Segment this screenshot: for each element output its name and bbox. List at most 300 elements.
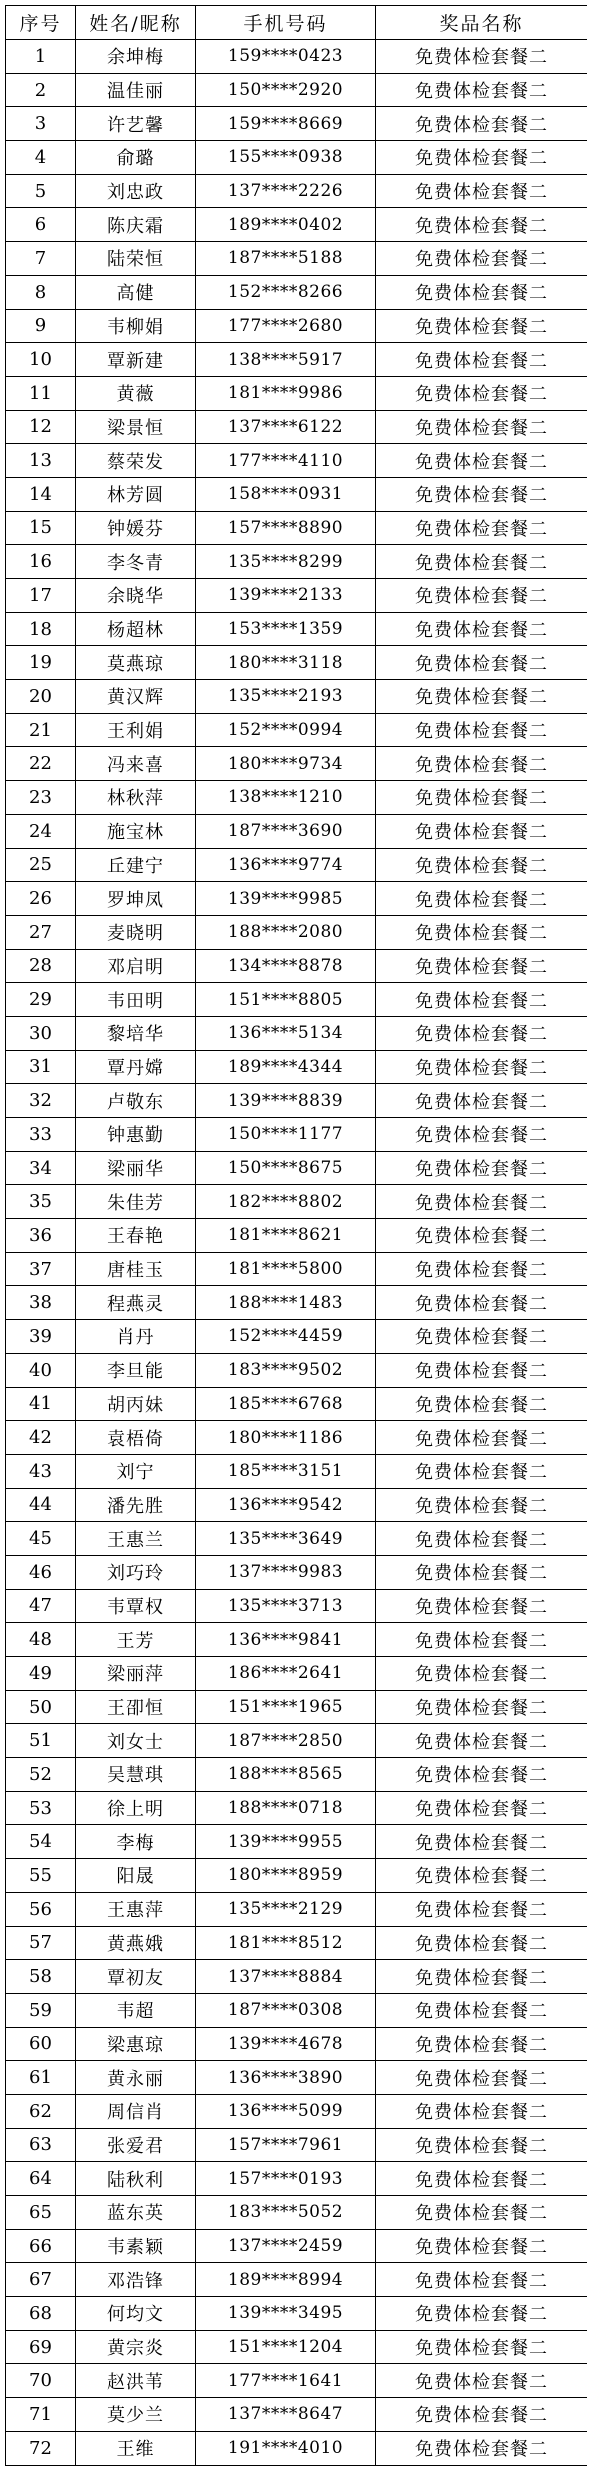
phone-number: 180****8959 xyxy=(196,1859,376,1893)
winner-name: 俞璐 xyxy=(76,141,196,175)
prize-name: 免费体检套餐二 xyxy=(376,2398,588,2432)
winner-name: 何均文 xyxy=(76,2297,196,2331)
row-number: 14 xyxy=(6,477,76,511)
phone-number: 137****2226 xyxy=(196,174,376,208)
row-number: 39 xyxy=(6,1320,76,1354)
table-row xyxy=(6,2094,588,2128)
phone-number: 139****4678 xyxy=(196,2027,376,2061)
prize-name: 免费体检套餐二 xyxy=(376,477,588,511)
prize-name: 免费体检套餐二 xyxy=(376,713,588,747)
row-number: 58 xyxy=(6,1960,76,1994)
winner-name: 蔡荣发 xyxy=(76,444,196,478)
phone-number: 183****9502 xyxy=(196,1353,376,1387)
table-row xyxy=(6,242,588,276)
table-row xyxy=(6,1522,588,1556)
table-row xyxy=(6,1320,588,1354)
phone-number: 159****8669 xyxy=(196,107,376,141)
prize-name: 免费体检套餐二 xyxy=(376,1252,588,1286)
prize-name: 免费体检套餐二 xyxy=(376,646,588,680)
prize-name: 免费体检套餐二 xyxy=(376,376,588,410)
prize-name: 免费体检套餐二 xyxy=(376,1825,588,1859)
winner-name: 林秋萍 xyxy=(76,781,196,815)
table-row xyxy=(6,1016,588,1050)
phone-number: 181****8512 xyxy=(196,1926,376,1960)
row-number: 2 xyxy=(6,73,76,107)
row-number: 69 xyxy=(6,2330,76,2364)
prize-name: 免费体检套餐二 xyxy=(376,882,588,916)
winner-name: 施宝林 xyxy=(76,814,196,848)
table-row xyxy=(6,1488,588,1522)
prize-name: 免费体检套餐二 xyxy=(376,747,588,781)
phone-number: 139****9985 xyxy=(196,882,376,916)
winner-name: 黄宗炎 xyxy=(76,2330,196,2364)
phone-number: 150****8675 xyxy=(196,1151,376,1185)
table-row xyxy=(6,814,588,848)
table-row xyxy=(6,2364,588,2398)
table-row xyxy=(6,1050,588,1084)
winner-name: 韦柳娟 xyxy=(76,309,196,343)
row-number: 70 xyxy=(6,2364,76,2398)
winner-name: 陈庆霜 xyxy=(76,208,196,242)
prize-name: 免费体检套餐二 xyxy=(376,511,588,545)
prize-name: 免费体检套餐二 xyxy=(376,343,588,377)
table-row xyxy=(6,646,588,680)
table-row xyxy=(6,949,588,983)
prize-name: 免费体检套餐二 xyxy=(376,1690,588,1724)
phone-number: 157****7961 xyxy=(196,2128,376,2162)
table-row xyxy=(6,915,588,949)
row-number: 59 xyxy=(6,1993,76,2027)
winner-name: 李梅 xyxy=(76,1825,196,1859)
prize-name: 免费体检套餐二 xyxy=(376,1960,588,1994)
phone-number: 159****0423 xyxy=(196,40,376,74)
table-row xyxy=(6,1589,588,1623)
phone-number: 136****3890 xyxy=(196,2061,376,2095)
winner-name: 王芳 xyxy=(76,1623,196,1657)
table-row xyxy=(6,1084,588,1118)
row-number: 6 xyxy=(6,208,76,242)
table-row xyxy=(6,1623,588,1657)
table-row xyxy=(6,983,588,1017)
winner-name: 阳晟 xyxy=(76,1859,196,1893)
winners-table xyxy=(5,5,587,2466)
phone-number: 187****0308 xyxy=(196,1993,376,2027)
table-row xyxy=(6,2027,588,2061)
winner-name: 莫少兰 xyxy=(76,2398,196,2432)
prize-name: 免费体检套餐二 xyxy=(376,2162,588,2196)
winner-name: 温佳丽 xyxy=(76,73,196,107)
prize-name: 免费体检套餐二 xyxy=(376,814,588,848)
table-row xyxy=(6,2162,588,2196)
winner-name: 刘忠政 xyxy=(76,174,196,208)
phone-number: 139****3495 xyxy=(196,2297,376,2331)
prize-name: 免费体检套餐二 xyxy=(376,1185,588,1219)
phone-number: 150****1177 xyxy=(196,1118,376,1152)
row-number: 10 xyxy=(6,343,76,377)
winner-name: 黎培华 xyxy=(76,1016,196,1050)
winner-name: 韦覃权 xyxy=(76,1589,196,1623)
row-number: 44 xyxy=(6,1488,76,1522)
phone-number: 151****1204 xyxy=(196,2330,376,2364)
table-body xyxy=(6,40,588,2466)
winner-name: 余晓华 xyxy=(76,579,196,613)
winner-name: 刘女士 xyxy=(76,1724,196,1758)
prize-name: 免费体检套餐二 xyxy=(376,2263,588,2297)
prize-name: 免费体检套餐二 xyxy=(376,1387,588,1421)
prize-name: 免费体检套餐二 xyxy=(376,174,588,208)
table-row xyxy=(6,73,588,107)
phone-number: 136****9841 xyxy=(196,1623,376,1657)
phone-number: 136****9774 xyxy=(196,848,376,882)
prize-name: 免费体检套餐二 xyxy=(376,1016,588,1050)
prize-name: 免费体检套餐二 xyxy=(376,73,588,107)
row-number: 52 xyxy=(6,1758,76,1792)
winner-name: 王卲恒 xyxy=(76,1690,196,1724)
table-row xyxy=(6,343,588,377)
winner-name: 周信肖 xyxy=(76,2094,196,2128)
table-row xyxy=(6,2398,588,2432)
winner-name: 覃丹嫦 xyxy=(76,1050,196,1084)
row-number: 18 xyxy=(6,612,76,646)
row-number: 61 xyxy=(6,2061,76,2095)
phone-number: 150****2920 xyxy=(196,73,376,107)
winner-name: 刘宁 xyxy=(76,1454,196,1488)
row-number: 67 xyxy=(6,2263,76,2297)
row-number: 60 xyxy=(6,2027,76,2061)
winner-name: 罗坤凤 xyxy=(76,882,196,916)
phone-number: 138****5917 xyxy=(196,343,376,377)
prize-name: 免费体检套餐二 xyxy=(376,208,588,242)
table-row xyxy=(6,2330,588,2364)
table-row xyxy=(6,2431,588,2465)
winner-name: 王惠萍 xyxy=(76,1892,196,1926)
table-row xyxy=(6,477,588,511)
phone-number: 181****5800 xyxy=(196,1252,376,1286)
table-row xyxy=(6,848,588,882)
prize-name: 免费体检套餐二 xyxy=(376,40,588,74)
row-number: 11 xyxy=(6,376,76,410)
prize-name: 免费体检套餐二 xyxy=(376,242,588,276)
table-row xyxy=(6,2061,588,2095)
prize-name: 免费体检套餐二 xyxy=(376,1522,588,1556)
phone-number: 177****2680 xyxy=(196,309,376,343)
row-number: 62 xyxy=(6,2094,76,2128)
row-number: 31 xyxy=(6,1050,76,1084)
prize-name: 免费体检套餐二 xyxy=(376,1926,588,1960)
winner-name: 覃初友 xyxy=(76,1960,196,1994)
prize-name: 免费体检套餐二 xyxy=(376,579,588,613)
prize-name: 免费体检套餐二 xyxy=(376,781,588,815)
prize-name: 免费体检套餐二 xyxy=(376,2229,588,2263)
table-row xyxy=(6,713,588,747)
row-number: 21 xyxy=(6,713,76,747)
row-number: 49 xyxy=(6,1657,76,1691)
prize-name: 免费体检套餐二 xyxy=(376,1421,588,1455)
row-number: 38 xyxy=(6,1286,76,1320)
phone-number: 152****0994 xyxy=(196,713,376,747)
prize-name: 免费体检套餐二 xyxy=(376,949,588,983)
row-number: 3 xyxy=(6,107,76,141)
row-number: 41 xyxy=(6,1387,76,1421)
phone-number: 188****2080 xyxy=(196,915,376,949)
phone-number: 137****8647 xyxy=(196,2398,376,2432)
prize-name: 免费体检套餐二 xyxy=(376,1219,588,1253)
table-row xyxy=(6,1353,588,1387)
winner-name: 钟惠勤 xyxy=(76,1118,196,1152)
row-number: 7 xyxy=(6,242,76,276)
phone-number: 188****1483 xyxy=(196,1286,376,1320)
prize-name: 免费体检套餐二 xyxy=(376,2330,588,2364)
winner-name: 邓启明 xyxy=(76,949,196,983)
phone-number: 152****8266 xyxy=(196,275,376,309)
phone-number: 158****0931 xyxy=(196,477,376,511)
phone-number: 181****9986 xyxy=(196,376,376,410)
table-row xyxy=(6,2128,588,2162)
row-number: 4 xyxy=(6,141,76,175)
winner-name: 陆荣恒 xyxy=(76,242,196,276)
table-row xyxy=(6,1859,588,1893)
row-number: 29 xyxy=(6,983,76,1017)
winner-name: 余坤梅 xyxy=(76,40,196,74)
row-number: 15 xyxy=(6,511,76,545)
phone-number: 185****3151 xyxy=(196,1454,376,1488)
header-no: 序号 xyxy=(6,6,76,40)
row-number: 9 xyxy=(6,309,76,343)
prize-name: 免费体检套餐二 xyxy=(376,1320,588,1354)
phone-number: 182****8802 xyxy=(196,1185,376,1219)
prize-name: 免费体检套餐二 xyxy=(376,1118,588,1152)
phone-number: 189****4344 xyxy=(196,1050,376,1084)
winner-name: 丘建宁 xyxy=(76,848,196,882)
table-row xyxy=(6,1118,588,1152)
winner-name: 梁景恒 xyxy=(76,410,196,444)
prize-name: 免费体检套餐二 xyxy=(376,107,588,141)
winner-name: 梁惠琼 xyxy=(76,2027,196,2061)
table-row xyxy=(6,545,588,579)
winner-name: 张爱君 xyxy=(76,2128,196,2162)
row-number: 51 xyxy=(6,1724,76,1758)
winner-name: 黄汉辉 xyxy=(76,680,196,714)
prize-name: 免费体检套餐二 xyxy=(376,2431,588,2465)
phone-number: 152****4459 xyxy=(196,1320,376,1354)
phone-number: 137****6122 xyxy=(196,410,376,444)
row-number: 71 xyxy=(6,2398,76,2432)
prize-name: 免费体检套餐二 xyxy=(376,309,588,343)
table-row xyxy=(6,1421,588,1455)
phone-number: 188****8565 xyxy=(196,1758,376,1792)
row-number: 32 xyxy=(6,1084,76,1118)
prize-name: 免费体检套餐二 xyxy=(376,141,588,175)
phone-number: 151****8805 xyxy=(196,983,376,1017)
winner-name: 韦超 xyxy=(76,1993,196,2027)
prize-name: 免费体检套餐二 xyxy=(376,680,588,714)
phone-number: 187****3690 xyxy=(196,814,376,848)
table-row xyxy=(6,376,588,410)
header-name: 姓名/昵称 xyxy=(76,6,196,40)
phone-number: 189****8994 xyxy=(196,2263,376,2297)
row-number: 63 xyxy=(6,2128,76,2162)
phone-number: 157****0193 xyxy=(196,2162,376,2196)
winner-name: 胡丙妹 xyxy=(76,1387,196,1421)
row-number: 57 xyxy=(6,1926,76,1960)
row-number: 64 xyxy=(6,2162,76,2196)
table-row xyxy=(6,1960,588,1994)
phone-number: 185****6768 xyxy=(196,1387,376,1421)
table-row xyxy=(6,882,588,916)
row-number: 40 xyxy=(6,1353,76,1387)
prize-name: 免费体检套餐二 xyxy=(376,1084,588,1118)
phone-number: 180****3118 xyxy=(196,646,376,680)
phone-number: 137****8884 xyxy=(196,1960,376,1994)
prize-name: 免费体检套餐二 xyxy=(376,1859,588,1893)
row-number: 28 xyxy=(6,949,76,983)
table-row xyxy=(6,1286,588,1320)
winner-name: 麦晓明 xyxy=(76,915,196,949)
phone-number: 180****9734 xyxy=(196,747,376,781)
table-row xyxy=(6,612,588,646)
winner-name: 唐桂玉 xyxy=(76,1252,196,1286)
table-row xyxy=(6,410,588,444)
prize-name: 免费体检套餐二 xyxy=(376,2196,588,2230)
row-number: 47 xyxy=(6,1589,76,1623)
prize-name: 免费体检套餐二 xyxy=(376,1993,588,2027)
winner-name: 冯来喜 xyxy=(76,747,196,781)
prize-name: 免费体检套餐二 xyxy=(376,915,588,949)
prize-name: 免费体检套餐二 xyxy=(376,545,588,579)
prize-name: 免费体检套餐二 xyxy=(376,444,588,478)
phone-number: 186****2641 xyxy=(196,1657,376,1691)
row-number: 50 xyxy=(6,1690,76,1724)
prize-name: 免费体检套餐二 xyxy=(376,275,588,309)
winner-name: 黄燕娥 xyxy=(76,1926,196,1960)
winner-name: 吴慧琪 xyxy=(76,1758,196,1792)
phone-number: 136****9542 xyxy=(196,1488,376,1522)
winners-sheet xyxy=(5,5,587,2470)
phone-number: 135****8299 xyxy=(196,545,376,579)
prize-name: 免费体检套餐二 xyxy=(376,410,588,444)
row-number: 13 xyxy=(6,444,76,478)
table-row xyxy=(6,2196,588,2230)
table-row xyxy=(6,444,588,478)
row-number: 19 xyxy=(6,646,76,680)
winner-name: 莫燕琼 xyxy=(76,646,196,680)
phone-number: 183****5052 xyxy=(196,2196,376,2230)
prize-name: 免费体检套餐二 xyxy=(376,2094,588,2128)
prize-name: 免费体检套餐二 xyxy=(376,1724,588,1758)
phone-number: 153****1359 xyxy=(196,612,376,646)
table-row xyxy=(6,1892,588,1926)
row-number: 1 xyxy=(6,40,76,74)
prize-name: 免费体检套餐二 xyxy=(376,1791,588,1825)
row-number: 12 xyxy=(6,410,76,444)
winner-name: 程燕灵 xyxy=(76,1286,196,1320)
phone-number: 151****1965 xyxy=(196,1690,376,1724)
row-number: 72 xyxy=(6,2431,76,2465)
table-row xyxy=(6,1657,588,1691)
row-number: 8 xyxy=(6,275,76,309)
table-row xyxy=(6,1825,588,1859)
row-number: 22 xyxy=(6,747,76,781)
table-row xyxy=(6,309,588,343)
phone-number: 138****1210 xyxy=(196,781,376,815)
row-number: 34 xyxy=(6,1151,76,1185)
table-row xyxy=(6,1791,588,1825)
phone-number: 177****4110 xyxy=(196,444,376,478)
table-row xyxy=(6,1993,588,2027)
phone-number: 181****8621 xyxy=(196,1219,376,1253)
row-number: 43 xyxy=(6,1454,76,1488)
table-row xyxy=(6,2297,588,2331)
header-prize: 奖品名称 xyxy=(376,6,588,40)
prize-name: 免费体检套餐二 xyxy=(376,2061,588,2095)
winner-name: 肖丹 xyxy=(76,1320,196,1354)
winner-name: 韦素颖 xyxy=(76,2229,196,2263)
row-number: 25 xyxy=(6,848,76,882)
row-number: 54 xyxy=(6,1825,76,1859)
table-row xyxy=(6,275,588,309)
winner-name: 邓浩锋 xyxy=(76,2263,196,2297)
prize-name: 免费体检套餐二 xyxy=(376,1286,588,1320)
row-number: 5 xyxy=(6,174,76,208)
row-number: 35 xyxy=(6,1185,76,1219)
winner-name: 黄永丽 xyxy=(76,2061,196,2095)
phone-number: 180****1186 xyxy=(196,1421,376,1455)
row-number: 55 xyxy=(6,1859,76,1893)
winner-name: 王惠兰 xyxy=(76,1522,196,1556)
table-row xyxy=(6,1926,588,1960)
prize-name: 免费体检套餐二 xyxy=(376,1555,588,1589)
phone-number: 134****8878 xyxy=(196,949,376,983)
winner-name: 陆秋利 xyxy=(76,2162,196,2196)
phone-number: 139****9955 xyxy=(196,1825,376,1859)
row-number: 24 xyxy=(6,814,76,848)
row-number: 16 xyxy=(6,545,76,579)
winner-name: 蓝东英 xyxy=(76,2196,196,2230)
table-row xyxy=(6,511,588,545)
winner-name: 林芳圆 xyxy=(76,477,196,511)
row-number: 37 xyxy=(6,1252,76,1286)
table-row xyxy=(6,579,588,613)
row-number: 68 xyxy=(6,2297,76,2331)
winner-name: 王利娟 xyxy=(76,713,196,747)
row-number: 27 xyxy=(6,915,76,949)
table-row xyxy=(6,747,588,781)
row-number: 48 xyxy=(6,1623,76,1657)
row-number: 36 xyxy=(6,1219,76,1253)
row-number: 20 xyxy=(6,680,76,714)
table-row xyxy=(6,1758,588,1792)
table-row xyxy=(6,1454,588,1488)
table-row xyxy=(6,1724,588,1758)
phone-number: 189****0402 xyxy=(196,208,376,242)
table-row xyxy=(6,781,588,815)
phone-number: 157****8890 xyxy=(196,511,376,545)
phone-number: 139****2133 xyxy=(196,579,376,613)
table-row xyxy=(6,40,588,74)
row-number: 65 xyxy=(6,2196,76,2230)
phone-number: 191****4010 xyxy=(196,2431,376,2465)
winner-name: 黄薇 xyxy=(76,376,196,410)
winner-name: 韦田明 xyxy=(76,983,196,1017)
winner-name: 梁丽华 xyxy=(76,1151,196,1185)
prize-name: 免费体检套餐二 xyxy=(376,1589,588,1623)
row-number: 45 xyxy=(6,1522,76,1556)
row-number: 42 xyxy=(6,1421,76,1455)
winner-name: 高健 xyxy=(76,275,196,309)
prize-name: 免费体检套餐二 xyxy=(376,612,588,646)
prize-name: 免费体检套餐二 xyxy=(376,1657,588,1691)
table-row xyxy=(6,1555,588,1589)
